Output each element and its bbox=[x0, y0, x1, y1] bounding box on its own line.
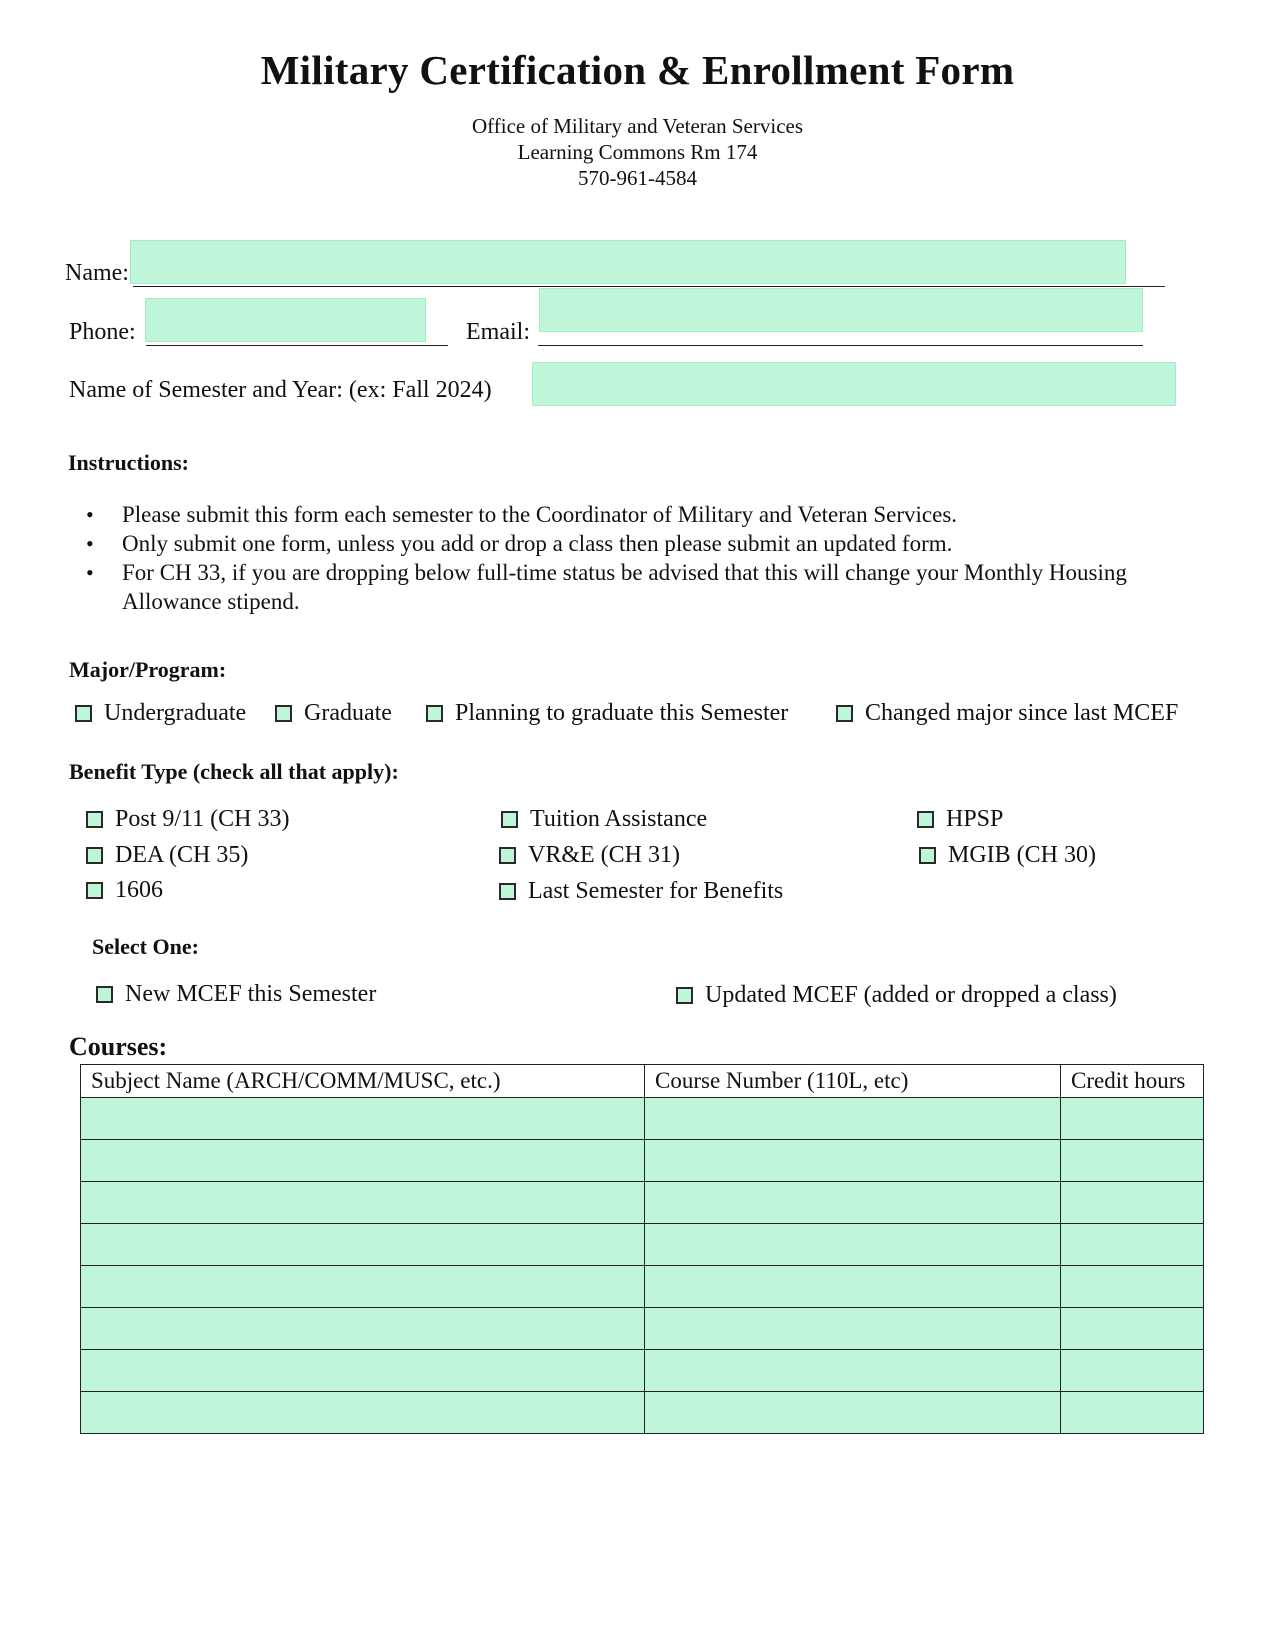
table-row bbox=[81, 1182, 1204, 1224]
table-row bbox=[81, 1392, 1204, 1434]
phone-label: Phone: bbox=[69, 319, 136, 345]
subject-input[interactable] bbox=[81, 1098, 645, 1140]
table-row bbox=[81, 1224, 1204, 1266]
checkbox[interactable] bbox=[501, 811, 518, 828]
instruction-item: • Only submit one form, unless you add or drop a class then please submit an updated form. bbox=[82, 529, 1202, 558]
credit-hours-input[interactable] bbox=[1061, 1266, 1204, 1308]
option-vre[interactable]: VR&E (CH 31) bbox=[499, 842, 680, 869]
checkbox[interactable] bbox=[75, 705, 92, 722]
select-one-heading: Select One: bbox=[92, 934, 199, 959]
table-row bbox=[81, 1308, 1204, 1350]
credit-hours-input[interactable] bbox=[1061, 1308, 1204, 1350]
option-new-mcef[interactable]: New MCEF this Semester bbox=[96, 981, 376, 1008]
option-updated-mcef[interactable]: Updated MCEF (added or dropped a class) bbox=[676, 982, 1117, 1009]
option-last-semester[interactable]: Last Semester for Benefits bbox=[499, 878, 783, 905]
column-subject-name: Subject Name (ARCH/COMM/MUSC, etc.) bbox=[81, 1065, 645, 1098]
subject-input[interactable] bbox=[81, 1308, 645, 1350]
table-row bbox=[81, 1140, 1204, 1182]
subject-input[interactable] bbox=[81, 1392, 645, 1434]
checkbox[interactable] bbox=[499, 883, 516, 900]
phone-underline bbox=[146, 345, 448, 346]
courses-heading: Courses: bbox=[69, 1032, 168, 1061]
option-hpsp[interactable]: HPSP bbox=[917, 806, 1003, 833]
checkbox[interactable] bbox=[919, 847, 936, 864]
course-number-input[interactable] bbox=[645, 1098, 1061, 1140]
column-credit-hours: Credit hours bbox=[1061, 1065, 1204, 1098]
checkbox[interactable] bbox=[86, 847, 103, 864]
credit-hours-input[interactable] bbox=[1061, 1392, 1204, 1434]
column-course-number: Course Number (110L, etc) bbox=[645, 1065, 1061, 1098]
courses-header-row bbox=[81, 1065, 1204, 1098]
checkbox[interactable] bbox=[86, 811, 103, 828]
option-dea[interactable]: DEA (CH 35) bbox=[86, 842, 248, 869]
course-number-input[interactable] bbox=[645, 1182, 1061, 1224]
course-number-input[interactable] bbox=[645, 1308, 1061, 1350]
credit-hours-input[interactable] bbox=[1061, 1182, 1204, 1224]
name-underline bbox=[133, 286, 1165, 287]
instruction-item: • Please submit this form each semester to the Coordinator of Military and Veteran Services. bbox=[82, 500, 1202, 529]
office-phone: 570-961-4584 bbox=[578, 166, 697, 190]
option-post-911[interactable]: Post 9/11 (CH 33) bbox=[86, 806, 289, 833]
name-label: Name: bbox=[65, 260, 129, 286]
option-graduate[interactable]: Graduate bbox=[275, 700, 392, 727]
subject-input[interactable] bbox=[81, 1350, 645, 1392]
instructions-list bbox=[82, 500, 1202, 616]
subject-input[interactable] bbox=[81, 1140, 645, 1182]
semester-field[interactable] bbox=[532, 362, 1176, 406]
option-tuition-assistance[interactable]: Tuition Assistance bbox=[501, 806, 707, 833]
course-number-input[interactable] bbox=[645, 1140, 1061, 1182]
checkbox[interactable] bbox=[676, 987, 693, 1004]
credit-hours-input[interactable] bbox=[1061, 1350, 1204, 1392]
option-mgib[interactable]: MGIB (CH 30) bbox=[919, 842, 1096, 869]
major-heading: Major/Program: bbox=[69, 657, 227, 682]
name-field[interactable] bbox=[130, 240, 1126, 284]
table-row bbox=[81, 1266, 1204, 1308]
email-field[interactable] bbox=[539, 288, 1143, 332]
benefit-heading: Benefit Type (check all that apply): bbox=[69, 759, 399, 784]
checkbox[interactable] bbox=[499, 847, 516, 864]
form-title: Military Certification & Enrollment Form bbox=[260, 47, 1015, 93]
option-changed-major[interactable]: Changed major since last MCEF bbox=[836, 700, 1178, 727]
course-number-input[interactable] bbox=[645, 1350, 1061, 1392]
office-location: Learning Commons Rm 174 bbox=[517, 140, 758, 164]
course-number-input[interactable] bbox=[645, 1224, 1061, 1266]
credit-hours-input[interactable] bbox=[1061, 1140, 1204, 1182]
subject-input[interactable] bbox=[81, 1266, 645, 1308]
checkbox[interactable] bbox=[426, 705, 443, 722]
course-number-input[interactable] bbox=[645, 1392, 1061, 1434]
option-undergraduate[interactable]: Undergraduate bbox=[75, 700, 246, 727]
semester-label: Name of Semester and Year: (ex: Fall 2024) bbox=[69, 377, 492, 403]
subject-input[interactable] bbox=[81, 1182, 645, 1224]
credit-hours-input[interactable] bbox=[1061, 1224, 1204, 1266]
credit-hours-input[interactable] bbox=[1061, 1098, 1204, 1140]
subject-input[interactable] bbox=[81, 1224, 645, 1266]
phone-field[interactable] bbox=[145, 298, 426, 342]
instruction-item: • For CH 33, if you are dropping below full-time status be advised that this will change your Monthly Housing Allowance stipend. bbox=[82, 558, 1202, 616]
courses-table bbox=[80, 1064, 1204, 1434]
email-label: Email: bbox=[466, 319, 530, 345]
checkbox[interactable] bbox=[96, 986, 113, 1003]
option-planning-to-graduate[interactable]: Planning to graduate this Semester bbox=[426, 700, 788, 727]
office-name: Office of Military and Veteran Services bbox=[471, 114, 804, 138]
checkbox[interactable] bbox=[917, 811, 934, 828]
checkbox[interactable] bbox=[86, 882, 103, 899]
checkbox[interactable] bbox=[836, 705, 853, 722]
table-row bbox=[81, 1350, 1204, 1392]
checkbox[interactable] bbox=[275, 705, 292, 722]
email-underline bbox=[538, 345, 1143, 346]
instructions-heading: Instructions: bbox=[68, 450, 190, 475]
course-number-input[interactable] bbox=[645, 1266, 1061, 1308]
option-1606[interactable]: 1606 bbox=[86, 877, 163, 904]
table-row bbox=[81, 1098, 1204, 1140]
